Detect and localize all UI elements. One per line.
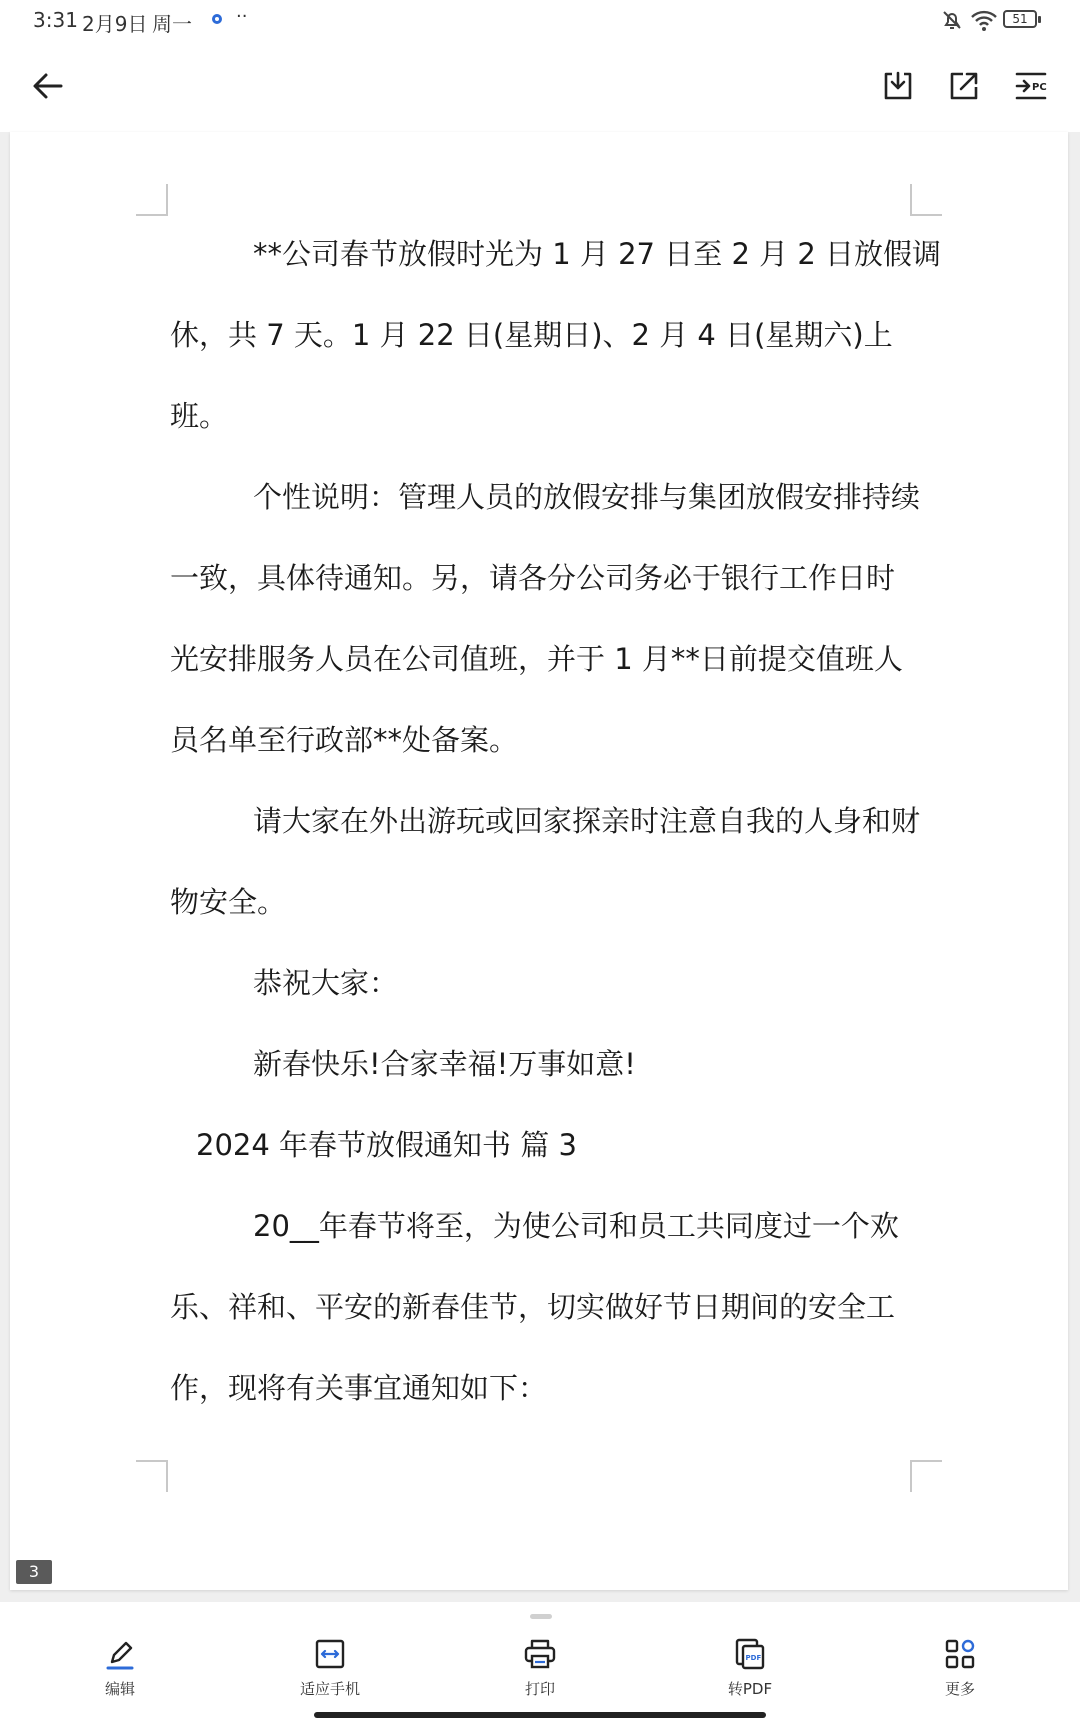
document-line: **公司春节放假时光为 1 月 27 日至 2 月 2 日放假调 [253,237,942,271]
back-button[interactable] [24,62,72,110]
download-button[interactable] [874,62,922,110]
more-button[interactable] [900,1636,1020,1699]
document-line: 恭祝大家： [253,966,399,1000]
download-icon [881,69,915,103]
document-line: 20__年春节将至，为使公司和员工共同度过一个欢 [253,1209,899,1243]
arrow-left-icon [31,69,65,103]
edit-label: 编辑 [104,1680,135,1698]
page-margin-corner [910,184,942,216]
status-time: 3:31 [33,8,78,32]
home-indicator[interactable] [314,1712,766,1718]
section-heading: 2024 年春节放假通知书 篇 3 [196,1128,577,1162]
print-button[interactable] [480,1636,600,1699]
bottom-toolbar [0,1602,1080,1728]
document-viewer[interactable] [0,132,1080,1602]
fit-phone-icon [312,1636,348,1672]
document-line: 员名单至行政部**处备案。 [170,723,519,757]
pencil-icon [102,1636,138,1672]
top-toolbar [0,40,1080,132]
page-margin-corner [910,1460,942,1492]
status-date: 2月9日 [82,12,148,36]
more-label: 更多 [944,1680,975,1698]
edit-button[interactable] [60,1636,180,1699]
printer-icon [522,1636,558,1672]
status-weekday: 周一 [152,12,192,36]
page-number-badge: 3 [16,1560,52,1584]
svg-text:PDF: PDF [745,1654,762,1662]
share-button[interactable] [940,62,988,110]
document-body [170,214,942,1429]
document-line: 物安全。 [170,885,287,919]
wifi-icon [970,8,998,32]
notification-dot-icon [212,14,222,24]
pc-label: PC [1032,82,1047,93]
convert-pdf-label: 转PDF [727,1680,773,1698]
document-page [10,132,1068,1590]
fit-phone-label: 适应手机 [299,1680,360,1698]
document-line: 休，共 7 天。1 月 22 日(星期日)、2 月 4 日(星期六)上 [170,318,893,352]
pdf-convert-icon [732,1636,768,1672]
share-export-icon [947,69,981,103]
battery-indicator: 51 [1003,10,1037,28]
document-line: 班。 [170,399,229,433]
document-line: 请大家在外出游玩或回家探亲时注意自我的人身和财 [253,804,921,838]
more-notifications-indicator: ·· [236,6,248,27]
send-to-pc-icon [1014,69,1048,103]
more-grid-icon [942,1636,978,1672]
drag-handle[interactable] [530,1614,552,1619]
convert-pdf-button[interactable] [690,1636,810,1699]
document-line: 新春快乐!合家幸福!万事如意! [253,1047,636,1081]
mute-bell-icon [940,8,964,32]
fit-phone-button[interactable] [270,1636,390,1699]
document-line: 光安排服务人员在公司值班，并于 1 月**日前提交值班人 [170,642,903,676]
send-to-pc-button[interactable] [1007,62,1055,110]
page-margin-corner [136,184,168,216]
page-margin-corner [136,1460,168,1492]
print-label: 打印 [524,1680,555,1698]
status-bar [0,0,1080,40]
document-line: 乐、祥和、平安的新春佳节，切实做好节日期间的安全工 [170,1290,896,1324]
document-line: 一致，具体待通知。另，请各分公司务必于银行工作日时 [170,561,896,595]
document-line: 个性说明：管理人员的放假安排与集团放假安排持续 [253,480,921,514]
document-line: 作，现将有关事宜通知如下： [170,1371,548,1405]
